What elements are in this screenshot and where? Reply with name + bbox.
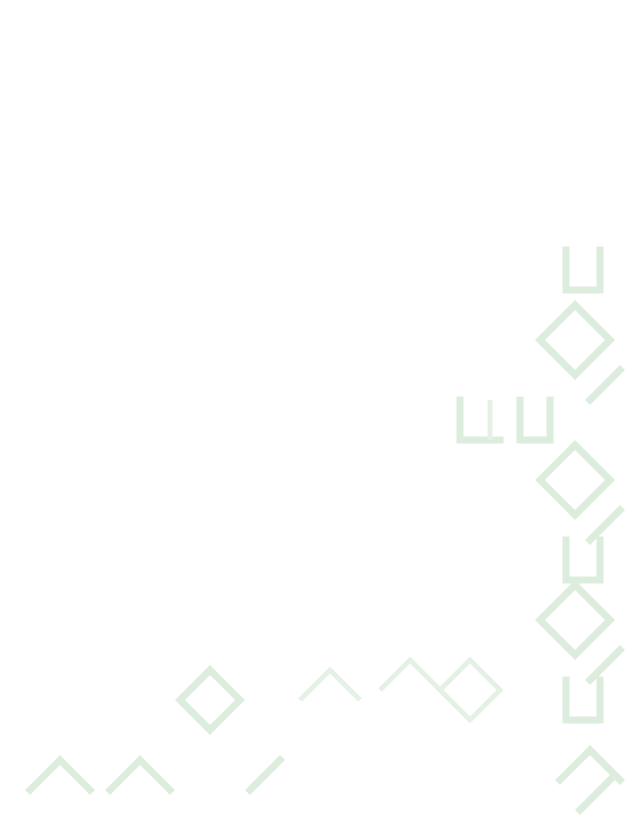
green-corner-tab [594, 0, 606, 42]
zigzag-ornament [196, 758, 560, 788]
